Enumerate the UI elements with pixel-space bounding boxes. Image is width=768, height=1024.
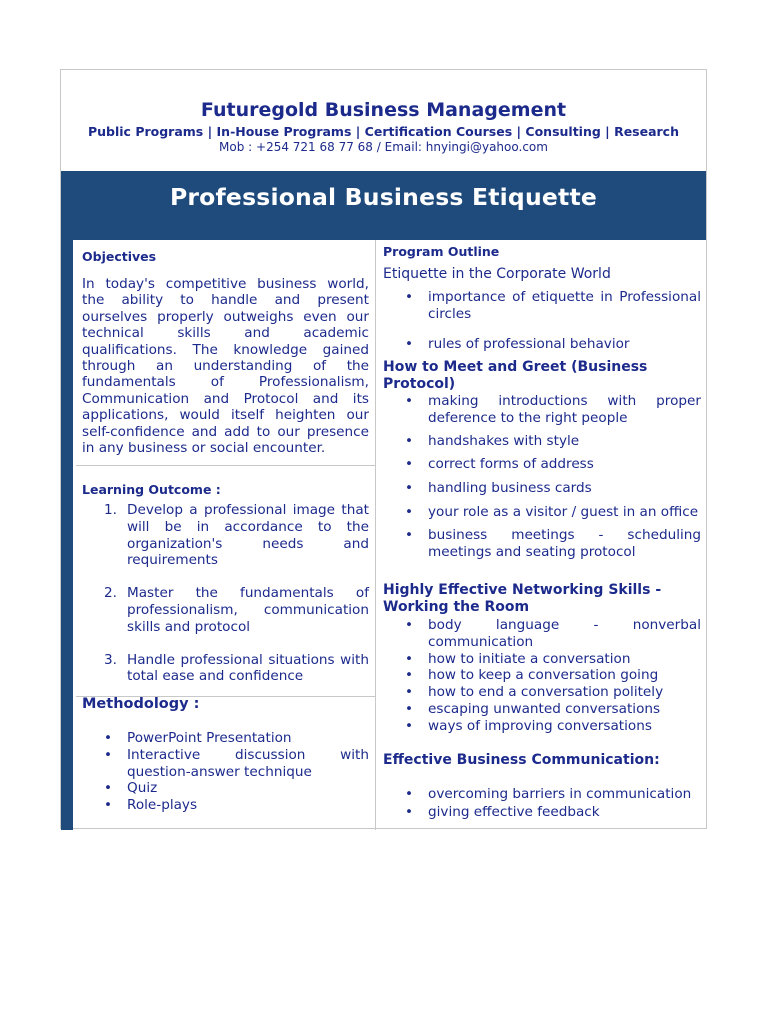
list-item	[383, 718, 701, 735]
bullet-icon: •	[405, 393, 414, 409]
list-item	[82, 747, 369, 781]
left-column	[73, 240, 376, 830]
bullet-icon: •	[405, 617, 414, 633]
left-accent-bar	[61, 240, 73, 830]
list-item	[383, 480, 701, 497]
methodology-list	[82, 730, 369, 814]
list-item	[82, 780, 369, 797]
bullet-icon: •	[405, 684, 414, 701]
section-heading: How to Meet and Greet (Business Protocol)	[383, 359, 648, 392]
item-text: ways of improving conversations	[428, 717, 652, 734]
outcome-text: Master the fundamentals of professionalism, communication skills and protocol	[127, 585, 369, 635]
item-text: giving effective feedback	[428, 803, 600, 820]
list-item	[383, 527, 701, 561]
item-text: how to initiate a conversation	[428, 650, 631, 667]
bullet-icon: •	[405, 803, 414, 820]
bullet-icon: •	[405, 456, 414, 473]
item-text: business meetings - scheduling meetings and seating protocol	[428, 526, 701, 560]
item-text: making introductions with proper deference to the right people	[428, 393, 701, 426]
company-name: Futuregold Business Management	[200, 99, 567, 121]
item-text: your role as a visitor / guest in an office	[428, 503, 699, 520]
method-text: Role-plays	[127, 797, 198, 814]
title-banner	[61, 171, 706, 240]
section-heading: Etiquette in the Corporate World	[383, 266, 611, 282]
item-text: correct forms of address	[428, 456, 594, 473]
section-list	[383, 393, 701, 560]
program-outline-label: Program Outline	[383, 244, 500, 259]
bullet-icon: •	[405, 700, 414, 717]
list-item	[383, 336, 701, 353]
section-list	[383, 786, 701, 821]
list-item	[82, 502, 369, 569]
list-number: 1.	[104, 502, 117, 518]
list-item	[82, 585, 369, 635]
course-title: Professional Business Etiquette	[169, 183, 598, 211]
bullet-icon: •	[405, 289, 414, 305]
bullet-icon: •	[405, 335, 414, 352]
outcome-text: Develop a professional image that will be in accordance to the organization's needs and requirements	[127, 502, 369, 569]
list-item	[383, 504, 701, 521]
item-text: escaping unwanted conversations	[428, 700, 661, 717]
bullet-icon: •	[405, 717, 414, 734]
learning-outcome-label: Learning Outcome :	[82, 482, 221, 497]
objectives-label: Objectives	[82, 249, 157, 264]
item-text: how to keep a conversation going	[428, 667, 659, 684]
bullet-icon: •	[405, 503, 414, 520]
item-text: body language - nonverbal communication	[428, 617, 701, 650]
list-item	[82, 652, 369, 686]
item-text: handling business cards	[428, 480, 592, 497]
method-text: PowerPoint Presentation	[127, 730, 292, 746]
right-column	[377, 240, 707, 830]
bullet-icon: •	[405, 667, 414, 684]
list-item	[383, 651, 701, 668]
section-list	[383, 289, 701, 352]
bullet-icon: •	[405, 432, 414, 449]
list-item	[383, 804, 701, 821]
bullet-icon: •	[405, 526, 414, 543]
list-item	[383, 667, 701, 684]
method-text: Quiz	[127, 780, 158, 797]
list-item	[383, 684, 701, 701]
divider	[76, 465, 376, 466]
methodology-label: Methodology :	[82, 696, 200, 712]
header	[61, 70, 706, 171]
list-item	[383, 456, 701, 473]
outcome-text: Handle professional situations with total ease and confidence	[127, 651, 369, 685]
item-text: importance of etiquette in Professional circles	[428, 289, 701, 322]
list-item	[383, 617, 701, 651]
bullet-icon: •	[405, 786, 414, 802]
list-number: 2.	[104, 585, 117, 602]
program-types: Public Programs | In-House Programs | Certification Courses | Consulting | Research	[87, 124, 679, 139]
item-text: how to end a conversation politely	[428, 684, 664, 701]
bullet-icon: •	[405, 480, 414, 497]
objectives-text: In today's competitive business world, the ability to handle and present ourselves properly outweighs even our technical skills and academic qualifications. The knowledge gained through an understanding of the fundamentals of Professionalism, Communication and Protocol and its applications, would itself heighten our self-confidence and add to our presence in any business or social encounter.	[82, 276, 369, 457]
bullet-icon: •	[104, 730, 113, 746]
item-text: overcoming barriers in communication	[428, 786, 692, 802]
list-item	[82, 797, 369, 814]
bullet-icon: •	[104, 797, 113, 814]
bullet-icon: •	[104, 780, 113, 797]
bullet-icon: •	[405, 650, 414, 667]
section-heading: Effective Business Communication:	[383, 752, 660, 768]
list-item	[383, 433, 701, 450]
list-item	[82, 730, 369, 747]
list-number: 3.	[104, 651, 117, 668]
brochure-frame	[60, 69, 707, 829]
list-item	[383, 701, 701, 718]
list-item	[383, 393, 701, 427]
method-text: Interactive discussion with question-answer technique	[127, 746, 369, 780]
list-item	[383, 786, 701, 803]
item-text: rules of professional behavior	[428, 335, 630, 352]
section-list	[383, 617, 701, 735]
bullet-icon: •	[104, 746, 113, 763]
section-heading: Highly Effective Networking Skills - Working the Room	[383, 582, 662, 615]
item-text: handshakes with style	[428, 432, 580, 449]
list-item	[383, 289, 701, 323]
learning-outcomes-list	[82, 502, 369, 701]
contact-info: Mob : +254 721 68 77 68 / Email: hnyingi@yahoo.com	[219, 140, 548, 154]
